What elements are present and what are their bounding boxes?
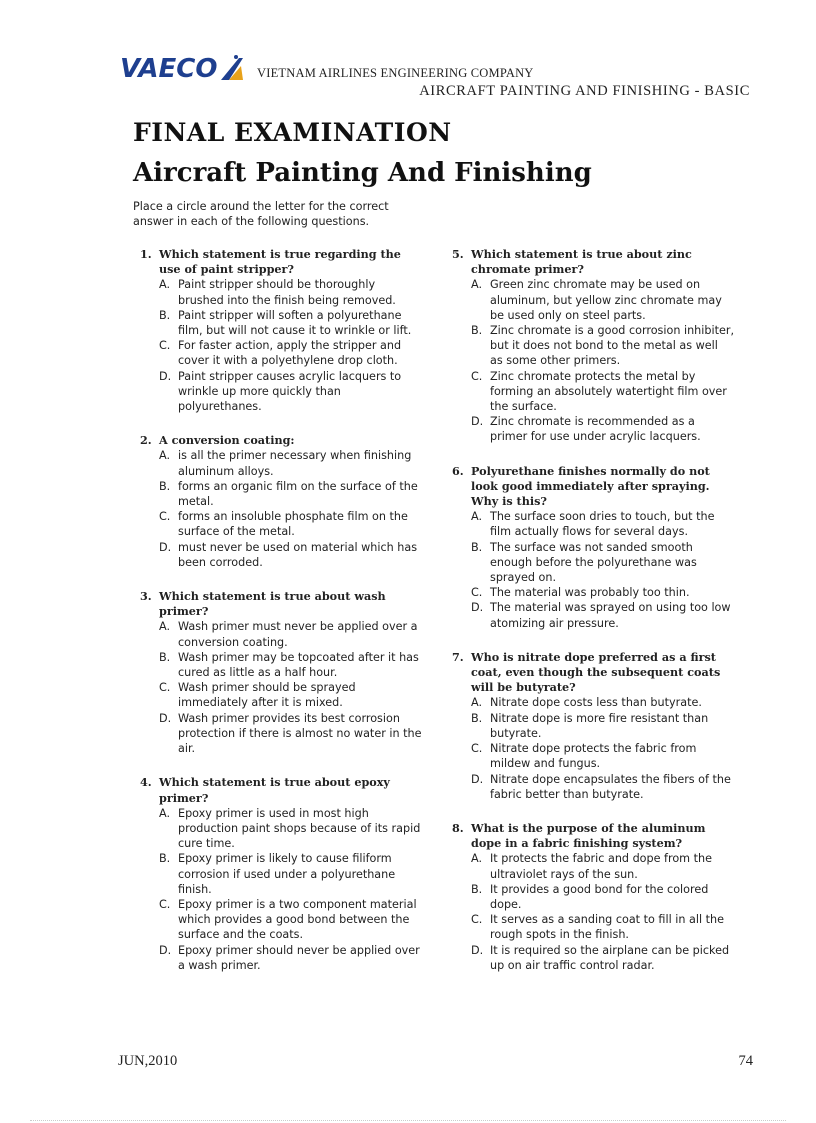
option-letter: B. [159,308,171,322]
page-number: 74 [738,1053,753,1069]
option-text: Zinc chromate is recommended as a primer for use under acrylic lacquers. [490,415,701,444]
answer-option [159,277,424,307]
questions-right-column [452,247,734,992]
answer-option [471,882,734,912]
answer-option [159,851,424,897]
question-5 [452,247,734,445]
answer-option [471,585,734,600]
option-letter: A. [159,806,171,820]
option-letter: B. [159,852,171,866]
option-text: It protects the fabric and dope from the ultraviolet rays of the sun. [490,852,713,881]
option-letter: A. [471,510,483,524]
question-4 [140,775,424,973]
answer-option [471,509,734,539]
option-letter: C. [471,913,483,927]
option-text: Epoxy primer should never be applied over a wash primer. [178,943,420,972]
question-6 [452,464,734,631]
option-text: It provides a good bond for the colored dope. [490,882,709,911]
option-text: For faster action, apply the stripper and cover it with a polyethylene drop cloth. [178,339,402,368]
question-number: 7. [452,649,464,664]
option-letter: D. [471,943,484,957]
exam-subtitle: Aircraft Painting And Finishing [133,158,592,188]
option-letter: A. [159,278,171,292]
option-text: Nitrate dope encapsulates the fibers of the fabric better than butyrate. [490,772,731,801]
logo-wing-icon [219,52,245,82]
option-text: The material was sprayed on using too low atomizing air pressure. [490,601,731,630]
option-letter: A. [471,278,483,292]
question-text: Which statement is true about epoxy primer? [159,775,390,805]
question-text: Which statement is true about zinc chromate primer? [471,247,692,277]
option-letter: A. [159,449,171,463]
question-text: Which statement is true about wash primer? [159,589,386,619]
option-letter: B. [471,882,483,896]
question-text: Polyurethane finishes normally do not look good immediately after spraying. Why is this? [471,463,710,509]
answer-option [159,540,424,570]
option-text: Wash primer should be sprayed immediately after it is mixed. [178,681,356,710]
answer-option [159,448,424,478]
answer-option [159,308,424,338]
question-8 [452,821,734,973]
answer-option [159,338,424,368]
answer-option [471,600,734,630]
option-letter: D. [159,943,172,957]
question-2 [140,433,424,570]
answer-option [159,650,424,680]
option-text: Paint stripper causes acrylic lacquers to wrinkle up more quickly than polyurethanes. [178,369,402,414]
option-text: Wash primer must never be applied over a conversion coating. [178,620,418,649]
option-text: It serves as a sanding coat to fill in all the rough spots in the finish. [490,913,724,942]
answer-option [159,806,424,852]
answer-option [471,540,734,586]
questions-left-column [140,247,424,992]
question-1 [140,247,424,414]
answer-option [159,680,424,710]
footer-date: JUN,2010 [118,1053,178,1069]
question-text: Who is nitrate dope preferred as a first coat, even though the subsequent coats will be butyrate? [471,649,721,695]
answer-option [471,369,734,415]
question-number: 6. [452,463,464,478]
option-text: Epoxy primer is likely to cause filiform corrosion if used under a polyurethane finish. [178,852,396,896]
option-text: The surface was not sanded smooth enough before the polyurethane was sprayed on. [490,540,697,585]
option-text: It is required so the airplane can be picked up on air traffic control radar. [490,943,730,972]
question-number: 1. [140,247,152,261]
option-letter: D. [471,772,484,786]
answer-option [471,414,734,444]
logo-text: VAECO [120,54,218,84]
answer-option [159,619,424,649]
option-letter: D. [159,369,172,383]
question-text: A conversion coating: [159,433,295,448]
question-number: 4. [140,775,152,790]
option-letter: C. [471,369,483,383]
option-letter: B. [471,324,483,338]
question-text: What is the purpose of the aluminum dope in a fabric finishing system? [471,820,706,851]
vaeco-logo [120,52,245,82]
option-letter: A. [159,620,171,634]
question-number: 8. [452,820,464,835]
option-text: The surface soon dries to touch, but the film actually flows for several days. [490,510,715,539]
option-text: Wash primer may be topcoated after it has cured as little as a half hour. [178,650,419,680]
option-letter: B. [159,650,171,664]
option-letter: B. [471,711,483,725]
answer-option [159,509,424,539]
option-letter: C. [159,681,171,695]
option-text: Nitrate dope is more fire resistant than butyrate. [490,711,709,740]
answer-option [471,711,734,741]
instructions: Place a circle around the letter for the correct answer in each of the following questions. [133,200,389,228]
company-name: VIETNAM AIRLINES ENGINEERING COMPANY [257,66,534,80]
option-text: is all the primer necessary when finishing aluminum alloys. [178,449,412,478]
answer-option [471,912,734,942]
answer-option [471,277,734,323]
question-7 [452,650,734,802]
question-number: 5. [452,247,464,261]
option-letter: B. [159,479,171,493]
option-text: Epoxy primer is used in most high production paint shops because of its rapid cure time. [178,806,421,851]
question-3 [140,589,424,756]
answer-option [471,695,734,710]
option-letter: C. [471,586,483,600]
answer-option [471,323,734,369]
question-text: Which statement is true regarding the use of paint stripper? [159,247,401,277]
option-text: Green zinc chromate may be used on aluminum, but yellow zinc chromate may be used only on steel parts. [490,278,722,322]
option-letter: C. [159,897,171,911]
option-text: The material was probably too thin. [490,586,690,600]
answer-option [471,851,734,881]
answer-option [159,369,424,415]
option-letter: D. [159,540,172,554]
answer-option [159,897,424,943]
option-text: Paint stripper will soften a polyurethane film, but will not cause it to wrinkle or lift. [178,308,412,338]
answer-option [159,943,424,973]
option-letter: C. [159,339,171,353]
course-title: AIRCRAFT PAINTING AND FINISHING - BASIC [419,83,750,99]
option-letter: D. [471,415,484,429]
option-letter: D. [471,601,484,615]
exam-title: FINAL EXAMINATION [133,118,452,147]
option-text: Wash primer provides its best corrosion protection if there is almost no water in the air. [178,711,422,756]
option-letter: A. [471,852,483,866]
option-letter: D. [159,711,172,725]
option-text: Epoxy primer is a two component material which provides a good bond between the surface and the coats. [178,897,417,942]
option-text: Paint stripper should be thoroughly brushed into the finish being removed. [178,278,396,307]
option-text: Zinc chromate is a good corrosion inhibiter, but it does not bond to the metal as well as some other primers. [490,324,734,368]
option-text: Zinc chromate protects the metal by forming an absolutely watertight film over the surface. [490,369,727,414]
option-text: Nitrate dope protects the fabric from mildew and fungus. [490,742,697,771]
option-letter: B. [471,540,483,554]
option-text: forms an organic film on the surface of the metal. [178,479,418,509]
question-number: 2. [140,433,152,448]
option-text: must never be used on material which has been corroded. [178,540,418,569]
option-letter: C. [471,742,483,756]
answer-option [159,711,424,757]
option-text: forms an insoluble phosphate film on the surface of the metal. [178,510,408,539]
bottom-divider [30,1120,786,1121]
answer-option [471,741,734,771]
option-letter: A. [471,696,483,710]
answer-option [471,943,734,973]
question-number: 3. [140,589,152,604]
answer-option [471,772,734,802]
option-text: Nitrate dope costs less than butyrate. [490,696,702,710]
option-letter: C. [159,510,171,524]
answer-option [159,479,424,509]
